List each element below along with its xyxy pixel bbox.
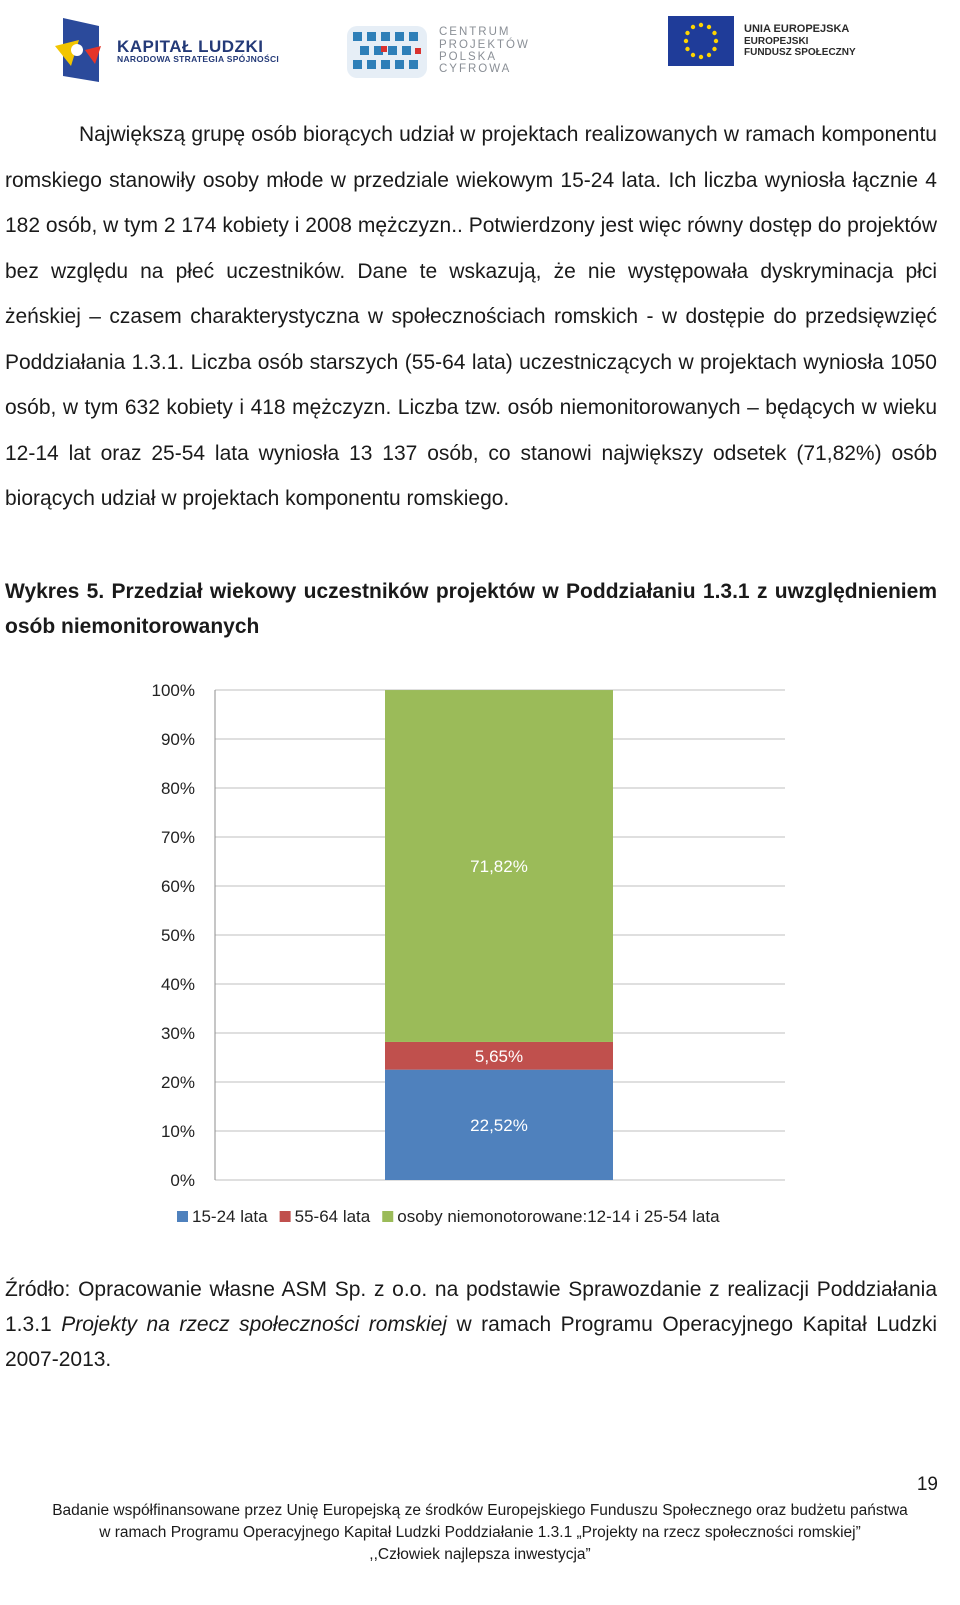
source-text-italic: Projekty na rzecz społeczności romskiej xyxy=(61,1313,447,1336)
legend-swatch xyxy=(382,1211,393,1222)
kapital-ludzki-logo xyxy=(55,16,279,86)
y-tick-label: 30% xyxy=(160,1024,195,1043)
legend-label: 55-64 lata xyxy=(294,1207,371,1226)
cppc-emblem-icon xyxy=(345,16,429,86)
eu-logo xyxy=(668,16,856,66)
page-number: 19 xyxy=(916,1474,938,1495)
body-paragraph xyxy=(5,112,937,522)
cppc-line-1: CENTRUM xyxy=(439,26,511,39)
y-tick-label: 60% xyxy=(160,877,195,896)
source-text-b: w ramach Programu Operacyjnego Kapitał Ludzki 2007-2013. xyxy=(5,1313,937,1371)
data-label: 71,82% xyxy=(470,857,528,877)
footer-line-2: w ramach Programu Operacyjnego Kapitał Ludzki Poddziałanie 1.3.1 „Projekty na rzecz społeczności romskiej” xyxy=(99,1524,861,1541)
y-tick-label: 90% xyxy=(160,730,195,749)
legend-label: osoby niemonotorowane:12-14 i 25-54 lata xyxy=(397,1207,720,1226)
y-tick-label: 80% xyxy=(160,779,195,798)
kapital-ludzki-title: KAPITAŁ LUDZKI xyxy=(117,36,264,56)
cppc-logo xyxy=(345,16,530,86)
y-tick-label: 20% xyxy=(160,1073,195,1092)
legend-swatch xyxy=(177,1211,188,1222)
y-tick-label: 40% xyxy=(160,975,195,994)
legend-swatch xyxy=(280,1211,291,1222)
eu-line-1: UNIA EUROPEJSKA xyxy=(744,23,850,36)
page-footer xyxy=(0,1500,960,1566)
data-label: 5,65% xyxy=(474,1046,524,1066)
cppc-line-3: POLSKA xyxy=(439,51,498,63)
footer-line-3: ,,Człowiek najlepsza inwestycja” xyxy=(369,1546,591,1563)
chart-caption: Wykres 5. Przedział wiekowy uczestników projektów w Poddziałaniu 1.3.1 z uwzględnieniem osób niemonitorowanych xyxy=(5,580,937,638)
y-tick-label: 100% xyxy=(151,681,195,700)
data-label: 22,52% xyxy=(470,1115,528,1135)
y-tick-label: 70% xyxy=(160,828,195,847)
source-text-a: Źródło: Opracowanie własne ASM Sp. z o.o. na podstawie Sprawozdanie z realizacji Poddziałania 1.3.1 xyxy=(5,1278,937,1336)
chart-container xyxy=(0,660,960,1250)
y-tick-label: 50% xyxy=(160,926,195,945)
footer-line-1: Badanie współfinansowane przez Unię Europejską ze środków Europejskiego Funduszu Społecznego oraz budżetu państwa xyxy=(52,1502,908,1519)
y-tick-label: 10% xyxy=(160,1122,195,1141)
kapital-ludzki-subtitle: NARODOWA STRATEGIA SPÓJNOŚCI xyxy=(117,54,280,65)
page-header xyxy=(0,8,960,108)
y-tick-label: 0% xyxy=(170,1171,195,1190)
cppc-line-4: CYFROWA xyxy=(439,63,512,76)
kapital-ludzki-emblem-icon xyxy=(55,16,107,86)
stacked-bar-chart xyxy=(0,660,960,1250)
eu-flag-icon xyxy=(668,16,734,66)
body-paragraph-text: Największą grupę osób biorących udział w projektach realizowanych w ramach komponentu romskiego stanowiły osoby młode w przedziale wiekowym 15-24 lata. Ich liczba wyniosła łącznie 4 182 osób, w tym 2 174 kobiety i 2008 mężczyzn.. Potwierdzony jest więc równy dostęp do projektów bez względu na płeć uczestników. Dane te wskazują, że nie występowała dyskryminacja płci żeńskiej – czasem charakterystyczna w społecznościach romskich - w dostępie do przedsięwzięć Poddziałania 1.3.1. Liczba osób starszych (55-64 lata) uczestniczących w projektach wyniosła 1050 osób, w tym 632 kobiety i 418 mężczyzn. Liczba tzw. osób niemonitorowanych – będących w wieku 12-14 lat oraz 25-54 lata wyniosła 13 137 osób, co stanowi największy odsetek (71,82%) osób biorących udział w projektach komponentu romskiego. xyxy=(5,123,937,510)
eu-line-3: FUNDUSZ SPOŁECZNY xyxy=(744,47,856,59)
source-note xyxy=(5,1272,937,1377)
eu-line-2: EUROPEJSKI xyxy=(744,35,809,47)
cppc-line-2: PROJEKTÓW xyxy=(439,38,530,51)
legend-label: 15-24 lata xyxy=(192,1207,268,1226)
